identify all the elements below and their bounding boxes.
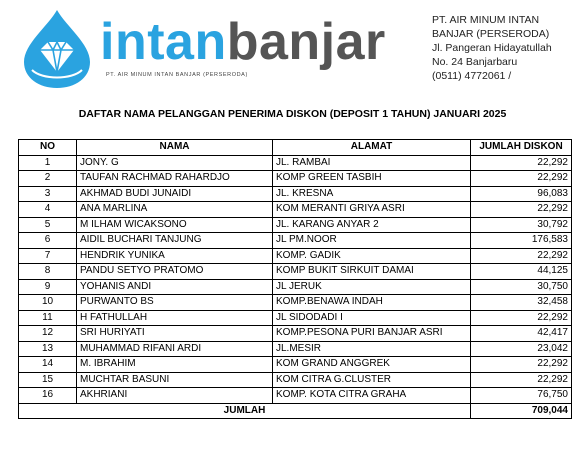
letterhead <box>0 0 585 100</box>
company-line: BANJAR (PERSERODA) <box>432 28 550 40</box>
cell-no: 16 <box>19 388 77 404</box>
company-address <box>432 13 582 83</box>
logo-tagline: PT. AIR MINUM INTAN BANJAR (PERSERODA) <box>106 72 248 78</box>
cell-nama: MUCHTAR BASUNI <box>77 372 273 388</box>
table-row <box>19 233 572 249</box>
table-row <box>19 155 572 171</box>
logo-word-banjar: banjar <box>226 13 386 71</box>
cell-jumlah-diskon: 44,125 <box>471 264 572 280</box>
cell-alamat: KOMP GREEN TASBIH <box>273 171 471 187</box>
table-row <box>19 171 572 187</box>
cell-jumlah-diskon: 32,458 <box>471 295 572 311</box>
company-line: No. 24 Banjarbaru <box>432 56 518 68</box>
cell-alamat: KOM MERANTI GRIYA ASRI <box>273 202 471 218</box>
discount-table <box>18 139 572 419</box>
cell-no: 8 <box>19 264 77 280</box>
table-row <box>19 341 572 357</box>
cell-no: 5 <box>19 217 77 233</box>
cell-jumlah-diskon: 22,292 <box>471 248 572 264</box>
logo-wordmark <box>100 12 386 72</box>
cell-nama: M ILHAM WICAKSONO <box>77 217 273 233</box>
table-row <box>19 295 572 311</box>
cell-alamat: JL PM.NOOR <box>273 233 471 249</box>
cell-nama: MUHAMMAD RIFANI ARDI <box>77 341 273 357</box>
cell-no: 11 <box>19 310 77 326</box>
cell-alamat: JL. KARANG ANYAR 2 <box>273 217 471 233</box>
cell-no: 1 <box>19 155 77 171</box>
water-drop-diamond-icon <box>18 8 96 90</box>
cell-alamat: KOM CITRA G.CLUSTER <box>273 372 471 388</box>
cell-jumlah-diskon: 76,750 <box>471 388 572 404</box>
table-row <box>19 202 572 218</box>
cell-alamat: JL.MESIR <box>273 341 471 357</box>
cell-jumlah-diskon: 30,792 <box>471 217 572 233</box>
cell-nama: H FATHULLAH <box>77 310 273 326</box>
cell-nama: JONY. G <box>77 155 273 171</box>
cell-alamat: JL. RAMBAI <box>273 155 471 171</box>
table-row <box>19 326 572 342</box>
cell-no: 4 <box>19 202 77 218</box>
cell-alamat: KOMP.BENAWA INDAH <box>273 295 471 311</box>
cell-jumlah-diskon: 22,292 <box>471 310 572 326</box>
cell-jumlah-diskon: 22,292 <box>471 202 572 218</box>
cell-no: 10 <box>19 295 77 311</box>
cell-nama: ANA MARLINA <box>77 202 273 218</box>
table-row <box>19 186 572 202</box>
cell-nama: PANDU SETYO PRATOMO <box>77 264 273 280</box>
cell-no: 3 <box>19 186 77 202</box>
table-row <box>19 279 572 295</box>
cell-jumlah-diskon: 176,583 <box>471 233 572 249</box>
table-row <box>19 248 572 264</box>
cell-nama: AKHMAD BUDI JUNAIDI <box>77 186 273 202</box>
document-title: DAFTAR NAMA PELANGGAN PENERIMA DISKON (DEPOSIT 1 TAHUN) JANUARI 2025 <box>78 108 507 120</box>
cell-jumlah-diskon: 22,292 <box>471 155 572 171</box>
cell-no: 12 <box>19 326 77 342</box>
company-line: (0511) 4772061 / <box>432 70 512 82</box>
header-jumlah-diskon: JUMLAH DISKON <box>471 140 572 156</box>
total-row <box>19 403 572 419</box>
table-row <box>19 264 572 280</box>
cell-nama: TAUFAN RACHMAD RAHARDJO <box>77 171 273 187</box>
cell-nama: AKHRIANI <box>77 388 273 404</box>
cell-alamat: JL JERUK <box>273 279 471 295</box>
cell-nama: M. IBRAHIM <box>77 357 273 373</box>
cell-nama: HENDRIK YUNIKA <box>77 248 273 264</box>
cell-no: 9 <box>19 279 77 295</box>
cell-alamat: KOMP. GADIK <box>273 248 471 264</box>
cell-alamat: KOMP.PESONA PURI BANJAR ASRI <box>273 326 471 342</box>
cell-no: 14 <box>19 357 77 373</box>
cell-no: 7 <box>19 248 77 264</box>
cell-alamat: KOMP. KOTA CITRA GRAHA <box>273 388 471 404</box>
cell-nama: YOHANIS ANDI <box>77 279 273 295</box>
cell-jumlah-diskon: 23,042 <box>471 341 572 357</box>
table-row <box>19 310 572 326</box>
cell-jumlah-diskon: 30,750 <box>471 279 572 295</box>
total-label: JUMLAH <box>19 403 471 419</box>
cell-no: 15 <box>19 372 77 388</box>
cell-jumlah-diskon: 22,292 <box>471 171 572 187</box>
cell-jumlah-diskon: 42,417 <box>471 326 572 342</box>
cell-nama: PURWANTO BS <box>77 295 273 311</box>
table-row <box>19 388 572 404</box>
table-header-row <box>19 140 572 156</box>
table-row <box>19 357 572 373</box>
total-value: 709,044 <box>471 403 572 419</box>
cell-alamat: JL SIDODADI I <box>273 310 471 326</box>
cell-jumlah-diskon: 96,083 <box>471 186 572 202</box>
header-no: NO <box>19 140 77 156</box>
company-line: Jl. Pangeran Hidayatullah <box>432 42 552 54</box>
cell-jumlah-diskon: 22,292 <box>471 372 572 388</box>
cell-no: 13 <box>19 341 77 357</box>
cell-alamat: KOMP BUKIT SIRKUIT DAMAI <box>273 264 471 280</box>
cell-nama: SRI HURIYATI <box>77 326 273 342</box>
company-line: PT. AIR MINUM INTAN <box>432 14 540 26</box>
table-row <box>19 217 572 233</box>
cell-alamat: JL. KRESNA <box>273 186 471 202</box>
header-nama: NAMA <box>77 140 273 156</box>
header-alamat: ALAMAT <box>273 140 471 156</box>
cell-no: 6 <box>19 233 77 249</box>
cell-alamat: KOM GRAND ANGGREK <box>273 357 471 373</box>
table-row <box>19 372 572 388</box>
cell-nama: AIDIL BUCHARI TANJUNG <box>77 233 273 249</box>
cell-no: 2 <box>19 171 77 187</box>
logo-word-intan: intan <box>100 13 227 71</box>
cell-jumlah-diskon: 22,292 <box>471 357 572 373</box>
